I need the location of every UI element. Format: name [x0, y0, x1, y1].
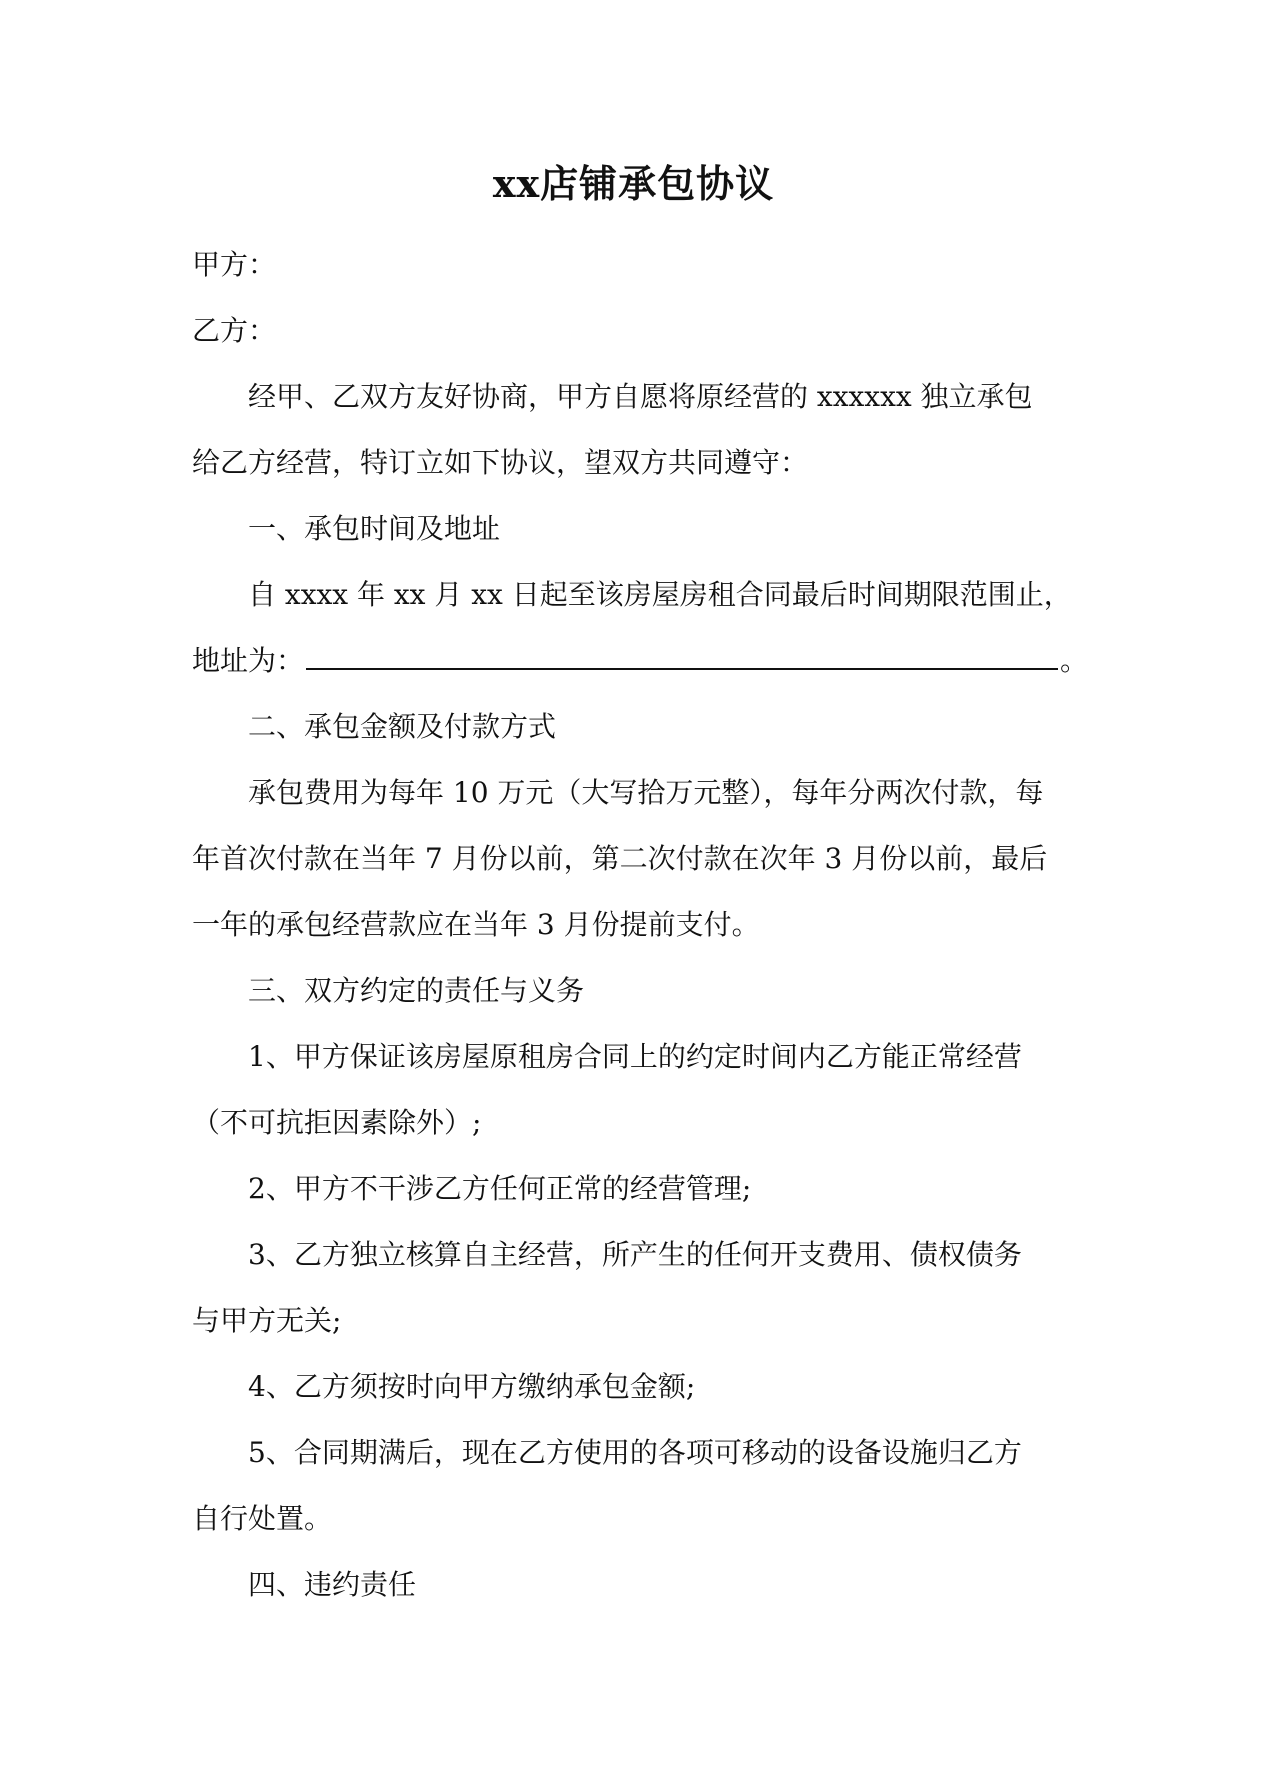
- document-body: [192, 232, 1089, 1618]
- address-blank-field: [306, 640, 1058, 670]
- address-end-punct: 。: [1060, 644, 1089, 677]
- document-title: xx店铺承包协议: [492, 161, 775, 206]
- section-3-heading: 三、双方约定的责任与义务: [248, 974, 585, 1007]
- section-4-heading: 四、违约责任: [248, 1568, 417, 1601]
- party-b-line: 乙方：: [192, 314, 277, 347]
- section-2-heading: 二、承包金额及付款方式: [248, 710, 557, 743]
- section-2-line-1: 承包费用为每年 10 万元（大写拾万元整），每年分两次付款，每: [248, 776, 1044, 809]
- item-5-line-2: 自行处置。: [192, 1502, 333, 1535]
- item-2: 2、甲方不干涉乙方任何正常的经营管理;: [248, 1172, 752, 1205]
- intro-paragraph-line-2: 给乙方经营，特订立如下协议，望双方共同遵守：: [192, 446, 809, 479]
- section-2-line-2: 年首次付款在当年 7 月份以前，第二次付款在次年 3 月份以前，最后: [192, 842, 1048, 875]
- party-a-line: 甲方：: [192, 248, 277, 281]
- address-label: 地址为：: [192, 644, 305, 677]
- section-2-line-3: 一年的承包经营款应在当年 3 月份提前支付。: [192, 908, 760, 941]
- item-1-line-1: 1、甲方保证该房屋原租房合同上的约定时间内乙方能正常经营: [248, 1040, 1022, 1073]
- item-3-line-2: 与甲方无关;: [192, 1304, 342, 1337]
- item-3-line-1: 3、乙方独立核算自主经营，所产生的任何开支费用、债权债务: [248, 1238, 1022, 1271]
- section-1-address-line: [192, 628, 1089, 694]
- item-1-line-2: （不可抗拒因素除外）;: [192, 1106, 482, 1139]
- section-1-date-line: 自 xxxx 年 xx 月 xx 日起至该房屋房租合同最后时间期限范围止，: [248, 578, 1072, 611]
- intro-paragraph-line-1: 经甲、乙双方友好协商，甲方自愿将原经营的 xxxxxx 独立承包: [248, 380, 1033, 413]
- item-4: 4、乙方须按时向甲方缴纳承包金额;: [248, 1370, 696, 1403]
- section-1-heading: 一、承包时间及地址: [248, 512, 501, 545]
- item-5-line-1: 5、合同期满后，现在乙方使用的各项可移动的设备设施归乙方: [248, 1436, 1022, 1469]
